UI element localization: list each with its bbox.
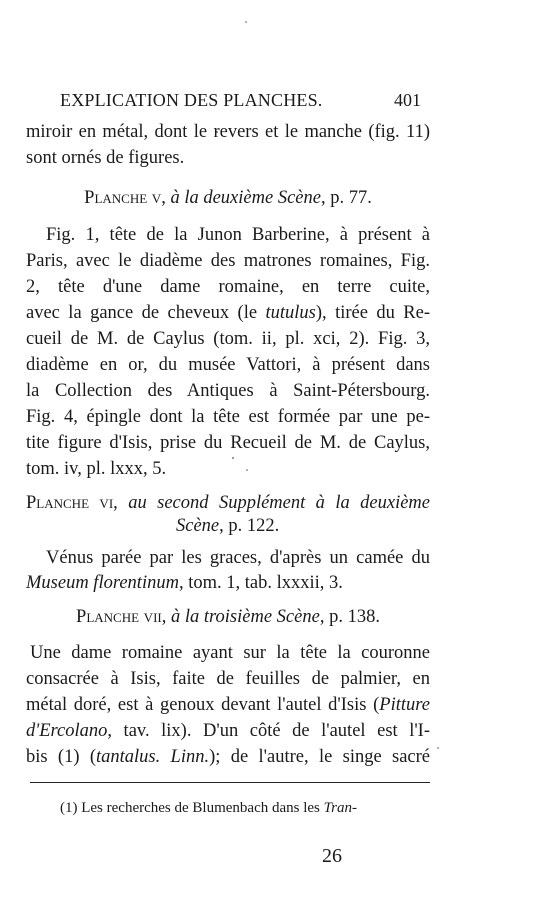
planche-vii-heading [26, 606, 430, 628]
planche-label: Planche vi [26, 493, 114, 513]
text-line: diadème en or, du musée Vattori, à présent dans [26, 355, 430, 375]
text-line [26, 694, 430, 716]
text-line [26, 302, 430, 324]
text-line [26, 572, 430, 594]
italic-term: tutulus [265, 303, 316, 323]
speck [437, 747, 439, 749]
text-line: Paris, avec le diadème des matrones romaines, Fig. [26, 251, 430, 271]
footnote-text: (1) Les recherches de Blumenbach dans les [60, 800, 324, 816]
signature-mark: 26 [322, 845, 342, 867]
text-line: Une dame romaine ayant sur la tête la couronne [30, 643, 430, 663]
text-segment: , tav. lix). D'un côté de l'autel est l'I- [107, 721, 430, 741]
italic-term: d'Ercolano [26, 721, 108, 741]
heading-italic: troisième Scène [203, 607, 320, 627]
planche-vi-heading [26, 492, 430, 514]
speck [245, 21, 247, 23]
heading-page-ref: , p. 77. [320, 188, 372, 208]
italic-term: tantalus. Linn. [95, 747, 210, 767]
heading-separator: , [161, 188, 171, 208]
heading-page-ref: , p. 138. [319, 607, 380, 627]
text-line: Fig. 1, tête de la Junon Barberine, à présent à [46, 225, 430, 245]
italic-term: Museum florentinum [26, 573, 179, 593]
planche-v-heading [26, 187, 430, 209]
footnote [60, 800, 357, 817]
text-line [26, 720, 430, 742]
text-segment: bis (1) ( [26, 747, 96, 767]
running-header-page-number: 401 [394, 90, 421, 110]
text-line: la Collection des Antiques à Saint-Pétersbourg. [26, 381, 430, 401]
heading-italic: Scène [176, 516, 220, 536]
footnote-italic: Tran- [323, 800, 358, 816]
heading-separator: , [113, 493, 129, 513]
text-line: cueil de M. de Caylus (tom. ii, pl. xci, 2). Fig. 3, [26, 329, 430, 349]
italic-term: Pitture [379, 695, 430, 715]
heading-separator: , [161, 607, 171, 627]
text-line: Fig. 4, épingle dont la tête est formée par une pe- [26, 407, 430, 427]
text-segment: métal doré, est à genoux devant l'autel d'Isis ( [26, 695, 380, 715]
text-line [26, 746, 430, 768]
text-segment: ), tirée du Re- [315, 303, 430, 323]
planche-label: Planche vii [76, 607, 162, 627]
heading-italic: au second Supplément à la deuxième [128, 493, 431, 513]
text-line: miroir en métal, dont le revers et le manche (fig. 11) [26, 122, 430, 142]
heading-italic: à la deuxième Scène [170, 188, 321, 208]
text-line: 2, tête d'une dame romaine, en terre cuite, [26, 277, 430, 297]
heading-italic: à la [170, 607, 200, 627]
text-line: tite figure d'Isis, prise du Recueil de M. de Caylus, [26, 433, 430, 453]
footnote-rule [30, 782, 430, 783]
planche-vi-heading-cont [176, 515, 430, 537]
text-segment: avec la gance de cheveux (le [26, 303, 266, 323]
text-line: sont ornés de figures. [26, 148, 185, 168]
text-segment: , tom. 1, tab. lxxxii, 3. [178, 573, 343, 593]
text-segment: ); de l'autre, le singe sacré [209, 747, 430, 767]
heading-page-ref: , p. 122. [219, 516, 280, 536]
text-line: Vénus parée par les graces, d'après un camée du [46, 548, 430, 568]
running-header-title: EXPLICATION DES PLANCHES. [60, 90, 323, 110]
text-line: consacrée à Isis, faite de feuilles de palmier, en [26, 669, 430, 689]
text-line: tom. iv, pl. lxxx, 5. [26, 459, 167, 479]
planche-label: Planche v [84, 188, 162, 208]
